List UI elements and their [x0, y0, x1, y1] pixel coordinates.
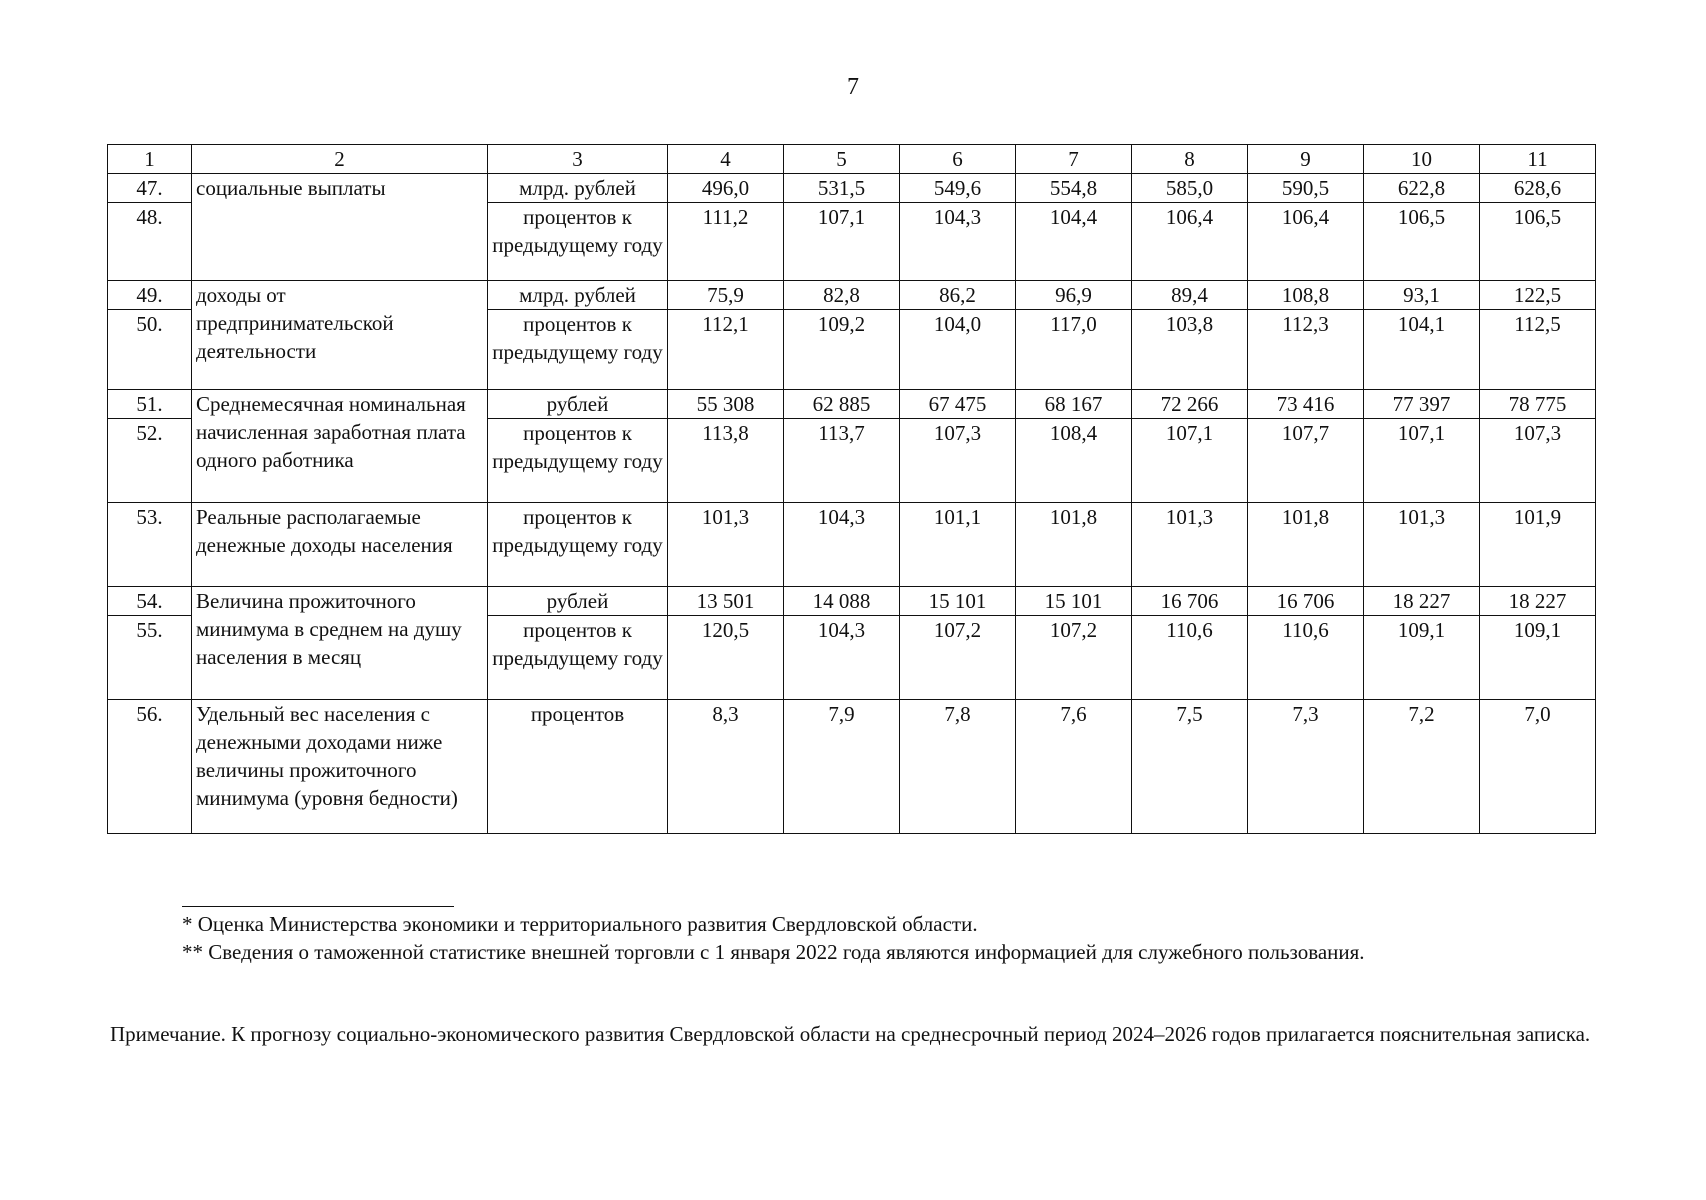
row-number-cell: 52.	[108, 419, 192, 503]
table-body	[108, 145, 1596, 834]
value-cell: 108,8	[1248, 281, 1364, 310]
column-number-cell: 11	[1480, 145, 1596, 174]
table-row	[108, 503, 1596, 587]
table-row	[108, 174, 1596, 203]
column-number-row	[108, 145, 1596, 174]
value-cell: 107,2	[1016, 616, 1132, 700]
row-number-cell: 54.	[108, 587, 192, 616]
value-cell: 112,1	[668, 310, 784, 390]
value-cell: 101,8	[1016, 503, 1132, 587]
value-cell: 113,7	[784, 419, 900, 503]
value-cell: 106,4	[1248, 203, 1364, 281]
footnote-1: * Оценка Министерства экономики и территориального развития Свердловской области.	[182, 912, 978, 936]
footnote-separator	[182, 906, 454, 907]
value-cell: 104,1	[1364, 310, 1480, 390]
value-cell: 104,4	[1016, 203, 1132, 281]
value-cell: 106,5	[1480, 203, 1596, 281]
value-cell: 106,4	[1132, 203, 1248, 281]
value-cell: 62 885	[784, 390, 900, 419]
value-cell: 113,8	[668, 419, 784, 503]
value-cell: 14 088	[784, 587, 900, 616]
value-cell: 7,3	[1248, 700, 1364, 834]
value-cell: 108,4	[1016, 419, 1132, 503]
value-cell: 55 308	[668, 390, 784, 419]
row-number-cell: 47.	[108, 174, 192, 203]
row-number-cell: 51.	[108, 390, 192, 419]
unit-cell: процентов	[488, 700, 668, 834]
value-cell: 93,1	[1364, 281, 1480, 310]
value-cell: 101,9	[1480, 503, 1596, 587]
value-cell: 104,3	[900, 203, 1016, 281]
value-cell: 7,0	[1480, 700, 1596, 834]
unit-cell: процентов к предыдущему году	[488, 503, 668, 587]
value-cell: 7,9	[784, 700, 900, 834]
row-number-cell: 49.	[108, 281, 192, 310]
value-cell: 16 706	[1132, 587, 1248, 616]
indicator-name-cell: Удельный вес населения с денежными доходами ниже величины прожиточного минимума (уровня бедности)	[192, 700, 488, 834]
table-row	[108, 587, 1596, 616]
value-cell: 628,6	[1480, 174, 1596, 203]
value-cell: 101,3	[1364, 503, 1480, 587]
unit-cell: млрд. рублей	[488, 281, 668, 310]
value-cell: 18 227	[1480, 587, 1596, 616]
value-cell: 531,5	[784, 174, 900, 203]
value-cell: 107,1	[1364, 419, 1480, 503]
table-row	[108, 390, 1596, 419]
indicator-name-cell: доходы от предпринимательской деятельности	[192, 281, 488, 390]
value-cell: 73 416	[1248, 390, 1364, 419]
value-cell: 109,1	[1364, 616, 1480, 700]
value-cell: 7,2	[1364, 700, 1480, 834]
value-cell: 101,1	[900, 503, 1016, 587]
footnote-2: ** Сведения о таможенной статистике внешней торговли с 1 января 2022 года являются информацией для служебного пользования.	[182, 940, 1365, 964]
table-row	[108, 700, 1596, 834]
value-cell: 104,0	[900, 310, 1016, 390]
unit-cell: рублей	[488, 587, 668, 616]
unit-cell: рублей	[488, 390, 668, 419]
value-cell: 109,2	[784, 310, 900, 390]
value-cell: 110,6	[1132, 616, 1248, 700]
value-cell: 554,8	[1016, 174, 1132, 203]
value-cell: 7,6	[1016, 700, 1132, 834]
value-cell: 111,2	[668, 203, 784, 281]
unit-cell: процентов к предыдущему году	[488, 203, 668, 281]
value-cell: 16 706	[1248, 587, 1364, 616]
value-cell: 101,3	[1132, 503, 1248, 587]
value-cell: 18 227	[1364, 587, 1480, 616]
value-cell: 67 475	[900, 390, 1016, 419]
value-cell: 549,6	[900, 174, 1016, 203]
column-number-cell: 7	[1016, 145, 1132, 174]
indicator-name-cell: Среднемесячная номинальная начисленная заработная плата одного работника	[192, 390, 488, 503]
table-row	[108, 281, 1596, 310]
value-cell: 622,8	[1364, 174, 1480, 203]
value-cell: 8,3	[668, 700, 784, 834]
indicator-name-cell: Реальные располагаемые денежные доходы населения	[192, 503, 488, 587]
value-cell: 112,3	[1248, 310, 1364, 390]
unit-cell: млрд. рублей	[488, 174, 668, 203]
column-number-cell: 9	[1248, 145, 1364, 174]
value-cell: 15 101	[900, 587, 1016, 616]
value-cell: 78 775	[1480, 390, 1596, 419]
value-cell: 15 101	[1016, 587, 1132, 616]
value-cell: 107,2	[900, 616, 1016, 700]
value-cell: 496,0	[668, 174, 784, 203]
unit-cell: процентов к предыдущему году	[488, 419, 668, 503]
value-cell: 72 266	[1132, 390, 1248, 419]
value-cell: 101,8	[1248, 503, 1364, 587]
column-number-cell: 3	[488, 145, 668, 174]
column-number-cell: 2	[192, 145, 488, 174]
value-cell: 68 167	[1016, 390, 1132, 419]
value-cell: 7,8	[900, 700, 1016, 834]
value-cell: 107,7	[1248, 419, 1364, 503]
value-cell: 103,8	[1132, 310, 1248, 390]
value-cell: 122,5	[1480, 281, 1596, 310]
unit-cell: процентов к предыдущему году	[488, 310, 668, 390]
row-number-cell: 50.	[108, 310, 192, 390]
value-cell: 112,5	[1480, 310, 1596, 390]
value-cell: 75,9	[668, 281, 784, 310]
value-cell: 109,1	[1480, 616, 1596, 700]
value-cell: 590,5	[1248, 174, 1364, 203]
row-number-cell: 48.	[108, 203, 192, 281]
unit-cell: процентов к предыдущему году	[488, 616, 668, 700]
row-number-cell: 55.	[108, 616, 192, 700]
value-cell: 107,1	[1132, 419, 1248, 503]
value-cell: 82,8	[784, 281, 900, 310]
value-cell: 77 397	[1364, 390, 1480, 419]
indicators-table	[107, 144, 1596, 834]
note: Примечание. К прогнозу социально-экономического развития Свердловской области на среднесрочный период 2024–2026 годов прилагается пояснительная записка.	[110, 1022, 1591, 1046]
value-cell: 585,0	[1132, 174, 1248, 203]
value-cell: 89,4	[1132, 281, 1248, 310]
indicator-name-cell: Величина прожиточного минимума в среднем на душу населения в месяц	[192, 587, 488, 700]
column-number-cell: 10	[1364, 145, 1480, 174]
value-cell: 101,3	[668, 503, 784, 587]
column-number-cell: 6	[900, 145, 1016, 174]
indicator-name-cell: социальные выплаты	[192, 174, 488, 281]
value-cell: 13 501	[668, 587, 784, 616]
row-number-cell: 53.	[108, 503, 192, 587]
value-cell: 107,1	[784, 203, 900, 281]
value-cell: 120,5	[668, 616, 784, 700]
value-cell: 7,5	[1132, 700, 1248, 834]
column-number-cell: 5	[784, 145, 900, 174]
value-cell: 106,5	[1364, 203, 1480, 281]
value-cell: 86,2	[900, 281, 1016, 310]
value-cell: 104,3	[784, 616, 900, 700]
value-cell: 107,3	[1480, 419, 1596, 503]
value-cell: 110,6	[1248, 616, 1364, 700]
column-number-cell: 4	[668, 145, 784, 174]
value-cell: 96,9	[1016, 281, 1132, 310]
row-number-cell: 56.	[108, 700, 192, 834]
page-number: 7	[847, 74, 859, 100]
value-cell: 117,0	[1016, 310, 1132, 390]
column-number-cell: 8	[1132, 145, 1248, 174]
value-cell: 107,3	[900, 419, 1016, 503]
value-cell: 104,3	[784, 503, 900, 587]
column-number-cell: 1	[108, 145, 192, 174]
